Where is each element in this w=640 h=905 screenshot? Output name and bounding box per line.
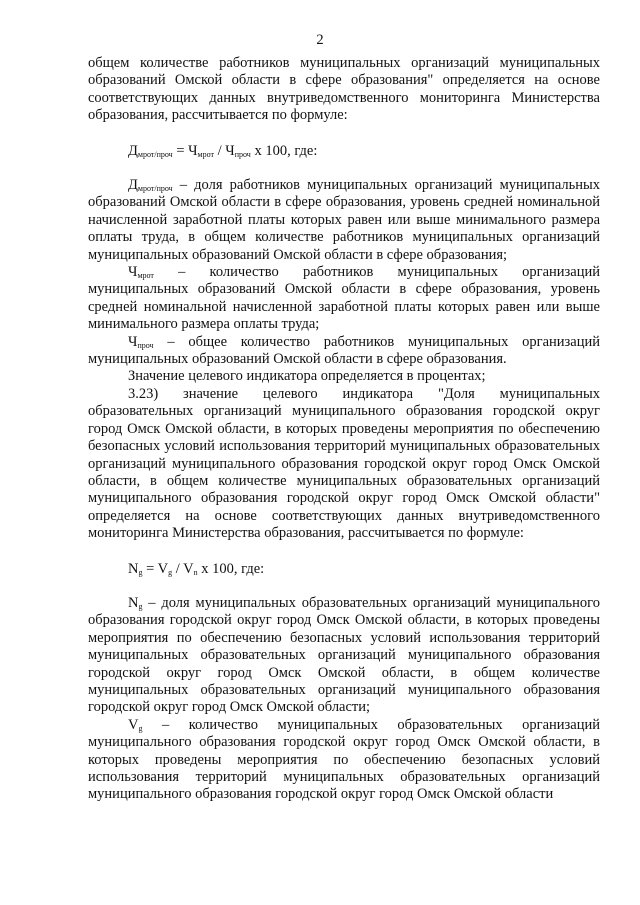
formula-1-num-subscript: мрот	[197, 149, 214, 159]
definition-symbol: Ч	[128, 264, 138, 281]
formula-2	[88, 561, 600, 578]
formula-2-tail: х 100, где:	[197, 560, 265, 577]
definition-paragraph	[88, 334, 600, 369]
formula-2-lhs-subscript: g	[138, 567, 143, 577]
definition-paragraph	[88, 717, 600, 804]
definition-paragraph	[88, 595, 600, 717]
definition-subscript: g	[138, 723, 143, 733]
formula-2-div: / V	[172, 560, 194, 577]
formula-2-lhs: N	[128, 560, 139, 577]
formula-1-lhs: Д	[128, 142, 138, 159]
definition-subscript: g	[138, 601, 143, 611]
definition-symbol: Д	[128, 177, 138, 194]
section2-intro-paragraph: 3.23) значение целевого индикатора "Доля муниципальных образовательных организаций муниципального образования городской округ город Омск Омской области, в которых проведены мероприятия по обеспечению безопасных условий использования территорий муниципальных образовательных организаций муниципального образования городской округ город Омск Омской области, в общем количестве муниципальных образовательных организаций муниципального образования городской округ город Омск Омской области" определяется на основе соответствующих данных внутриведомственного мониторинга Министерства образования, рассчитывается по формуле:	[88, 385, 600, 542]
definition-text: – доля муниципальных образовательных организаций муниципального образования городской округ город Омск Омской области, в которых проведены мероприятия по обеспечению безопасных условий использования территорий муниципальных образовательных организаций муниципального образования городской округ город Омск Омской области, в общем количестве муниципальных образовательных организаций муниципального образования городской округ город Омск Омской области;	[88, 594, 600, 716]
definition-symbol: N	[128, 594, 139, 611]
formula-1-eq: = Ч	[172, 142, 198, 159]
formula-1-lhs-subscript: мрот/проч	[137, 149, 173, 159]
definition-text: – доля работников муниципальных организаций муниципальных образований Омской области в сфере образования, уровень средней номинальной начисленной заработной платы которых равен или выше минимального размера оплаты труда, в общем количестве работников муниципальных организаций муниципальных образований Омской области в сфере образования;	[88, 177, 600, 263]
definition-symbol: Ч	[128, 333, 138, 350]
spacer	[88, 578, 600, 595]
formula-1-div: / Ч	[214, 142, 235, 159]
definition-symbol: V	[128, 716, 139, 733]
definition-paragraph	[88, 177, 600, 264]
definition-text: – количество муниципальных образовательных организаций муниципального образования городской округ город Омск Омской области, в которых проведены мероприятия по обеспечению безопасных условий использования территорий муниципальных образовательных организаций муниципального образования городской округ город Омск Омской области	[88, 716, 600, 803]
document-body	[88, 55, 600, 804]
spacer	[88, 160, 600, 177]
section1-note: Значение целевого индикатора определяется в процентах;	[128, 368, 486, 385]
formula-1-tail: х 100, где:	[250, 142, 318, 159]
section1-intro-paragraph: общем количестве работников муниципальных организаций муниципальных образований Омской области в сфере образования" определяется на основе соответствующих данных внутриведомственного мониторинга Министерства образования, рассчитывается по формуле:	[88, 55, 600, 124]
formula-1	[88, 143, 600, 160]
definition-text: – количество работников муниципальных организаций муниципальных образований Омской области в сфере образования, уровень средней номинальной начисленной заработной платы которых равен или выше минимального размера оплаты труда;	[88, 264, 600, 333]
definition-subscript: мрот/проч	[137, 184, 173, 194]
definition-text: – общее количество работников муниципальных организаций муниципальных образований Омской области в сфере образования.	[88, 333, 600, 368]
formula-2-num-subscript: g	[168, 567, 173, 577]
formula-1-den-subscript: проч	[234, 149, 251, 159]
spacer	[88, 543, 600, 561]
definition-paragraph	[88, 264, 600, 334]
formula-2-eq: = V	[142, 560, 169, 577]
page-number: 2	[316, 32, 324, 48]
formula-2-den-subscript: n	[193, 567, 198, 577]
definition-subscript: мрот	[137, 271, 154, 281]
spacer	[88, 125, 600, 143]
definition-subscript: проч	[137, 340, 154, 350]
